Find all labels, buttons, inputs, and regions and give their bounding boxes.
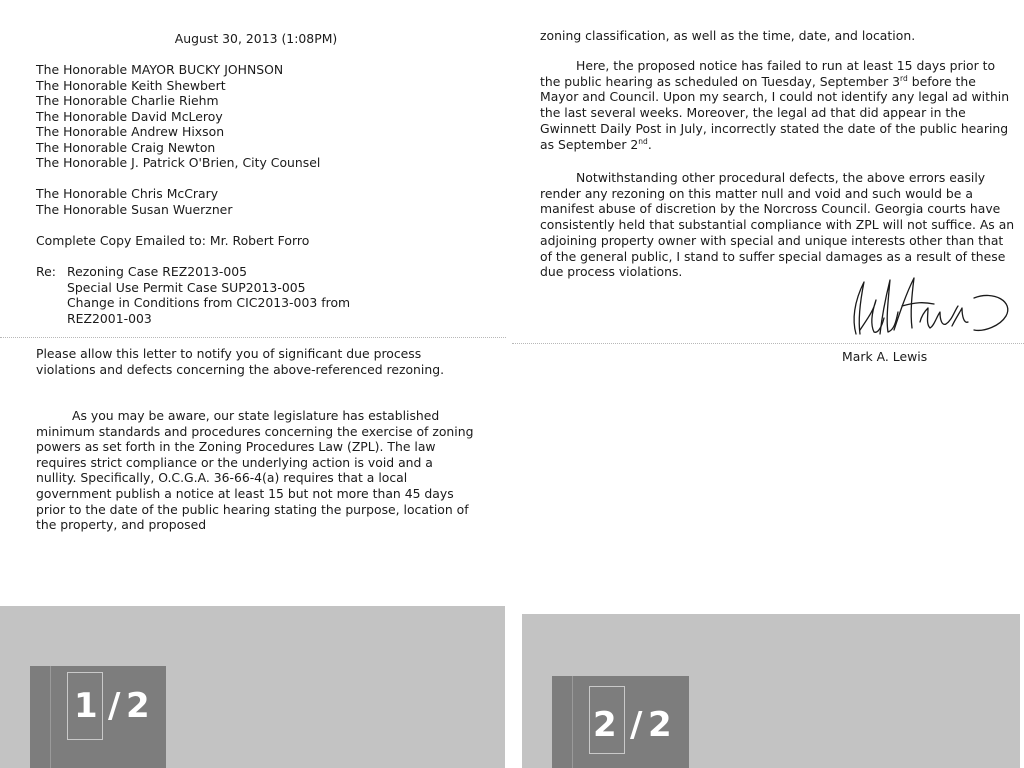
page-counter <box>552 676 689 768</box>
re-line: Special Use Permit Case SUP2013-005 <box>67 279 306 295</box>
page-break-rule <box>512 343 1024 344</box>
copy-line: Complete Copy Emailed to: Mr. Robert Forro <box>36 233 310 248</box>
paragraph-notice <box>540 58 1018 152</box>
recipient-line: The Honorable J. Patrick O'Brien, City Counsel <box>36 155 321 170</box>
recipient-line: The Honorable Susan Wuerzner <box>36 201 233 217</box>
re-line: REZ2001-003 <box>67 310 152 326</box>
current-page-number: 2 <box>593 705 619 745</box>
letter-date: August 30, 2013 (1:08PM) <box>174 31 338 46</box>
ordinal-suffix: nd <box>638 136 648 146</box>
recipient-line: The Honorable Andrew Hixson <box>36 124 225 139</box>
signature-name: Mark A. Lewis <box>842 349 928 364</box>
recipient-line: The Honorable Craig Newton <box>36 139 216 155</box>
continuation-line: zoning classification, as well as the time, date, and location. <box>540 28 916 43</box>
total-pages: 2 <box>126 686 152 726</box>
recipient-line: The Honorable David McLeroy <box>36 108 223 124</box>
signature-image <box>824 272 1024 352</box>
page-counter <box>30 666 166 768</box>
recipient-line: The Honorable Charlie Riehm <box>36 93 219 108</box>
counter-divider <box>50 666 51 768</box>
paragraph-text: Notwithstanding other procedural defects, the above errors easily render any rezoning on this matter null and void and such would be a manifest abuse of discretion by the Norcross Council. Georgia courts have consistently held that substantial compliance with ZPL will not suffice. As an adjoining property owner with special and unique interests other than that of the general public, I stand to suffer special damages as a result of these due process violations. <box>540 170 1015 280</box>
total-pages: 2 <box>648 705 674 745</box>
paragraph-text: before the Mayor and Council. Upon my search, I could not identify any legal ad within the last several weeks. Moreover, the legal ad that did appear in the Gwinnett Daily Post in July, incorrectly stated the date of the public hearing as September 2 <box>540 73 1010 152</box>
paragraph-intro: Please allow this letter to notify you of significant due process violations and defects concerning the above-referenced rezoning. <box>36 346 445 377</box>
paragraph-defects <box>540 170 1018 280</box>
paragraph-text: Here, the proposed notice has failed to run at least 15 days prior to the public hearing as scheduled on Tuesday, September 3 <box>540 58 996 89</box>
document-page-2 <box>512 0 1024 768</box>
page-separator: / <box>630 705 645 745</box>
recipient-line: The Honorable MAYOR BUCKY JOHNSON <box>36 62 284 77</box>
paragraph-text: As you may be aware, our state legislature has established minimum standards and procedures concerning the exercise of zoning powers as set forth in the Zoning Procedures Law (ZPL). The law requires strict compliance or the underlying action is void and a nullity. Specifically, O.C.G.A. 36-66-4(a) requires that a local government publish a notice at least 15 but not more than 45 days prior to the date of the public hearing stating the purpose, location of the property, and proposed <box>36 408 474 533</box>
recipient-line: The Honorable Keith Shewbert <box>36 77 226 93</box>
counter-divider <box>572 676 573 768</box>
paragraph-text: . <box>647 136 652 152</box>
page-separator: / <box>108 686 123 726</box>
paragraph-legislature <box>36 408 476 533</box>
page-break-rule <box>0 337 506 338</box>
re-line: Change in Conditions from CIC2013-003 from <box>67 295 351 310</box>
re-line: Rezoning Case REZ2013-005 <box>67 264 248 279</box>
current-page-number: 1 <box>74 686 100 726</box>
ordinal-suffix: rd <box>900 73 908 83</box>
re-label: Re: <box>36 264 56 279</box>
recipient-line: The Honorable Chris McCrary <box>36 186 219 201</box>
